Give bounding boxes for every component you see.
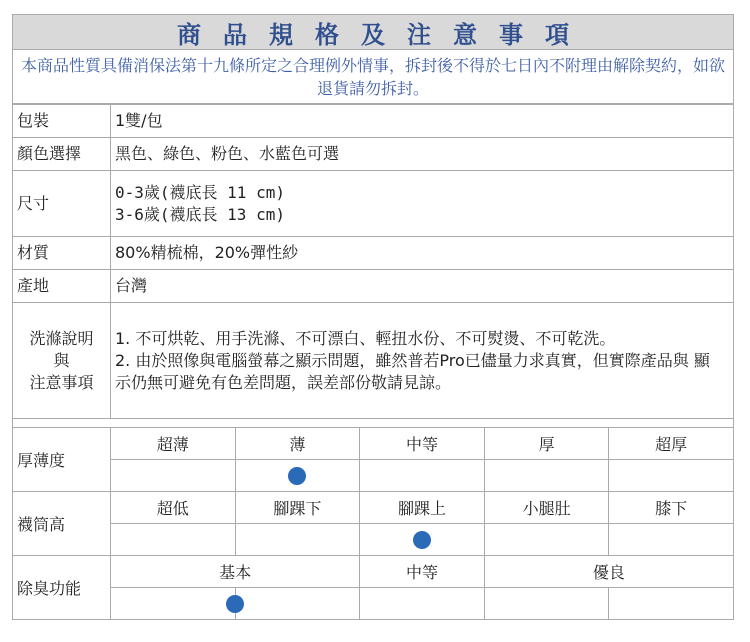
- selected-marker: [226, 595, 244, 613]
- title-bar: [12, 14, 734, 50]
- spec-label: 包裝: [13, 105, 111, 138]
- spec-value: 80%精梳棉，20%彈性紗: [111, 237, 734, 270]
- spec-label: 顏色選擇: [13, 138, 111, 171]
- thickness-marker-cell: [609, 460, 734, 492]
- thickness-options-row: [13, 428, 734, 460]
- sock-height-options-row: [13, 492, 734, 524]
- spec-row-packaging: [13, 105, 734, 138]
- spec-value: 黑色、綠色、粉色、水藍色可選: [111, 138, 734, 171]
- thickness-option: 超厚: [609, 428, 734, 460]
- spec-value: 1雙/包: [111, 105, 734, 138]
- sock-height-marker-cell: [235, 524, 360, 556]
- sock-height-marker-cell: [360, 524, 485, 556]
- spec-value: 1. 不可烘乾、用手洗滌、不可漂白、輕扭水份、不可熨燙、不可乾洗。 2. 由於照像與電腦螢幕之顯示問題，雖然普若Pro已儘量力求真實，但實際產品與 顯示仍無可避免有色差問題，誤差部份敬請見諒。: [111, 303, 734, 419]
- spec-label: 材質: [13, 237, 111, 270]
- deodorize-marker-cell: [360, 588, 485, 620]
- deodorize-option: 基本: [111, 556, 360, 588]
- grade-table: [12, 427, 734, 620]
- thickness-marker-cell: [235, 460, 360, 492]
- spec-row-material: [13, 237, 734, 270]
- thickness-option: 超薄: [111, 428, 236, 460]
- sock-height-marker-cell: [111, 524, 236, 556]
- deodorize-marker-row: [13, 588, 734, 620]
- spec-row-colors: [13, 138, 734, 171]
- sock-height-option: 腳踝下: [235, 492, 360, 524]
- thickness-option: 厚: [484, 428, 609, 460]
- sock-height-option: 超低: [111, 492, 236, 524]
- thickness-option: 中等: [360, 428, 485, 460]
- thickness-label: 厚薄度: [13, 428, 111, 492]
- page-title: 商品規格及注意事項: [177, 20, 591, 49]
- thickness-marker-cell: [360, 460, 485, 492]
- selected-marker: [413, 531, 431, 549]
- sock-height-marker-cell: [609, 524, 734, 556]
- deodorize-option: 中等: [360, 556, 485, 588]
- spec-value: 0-3歲(襪底長 11 cm) 3-6歲(襪底長 13 cm): [111, 171, 734, 237]
- section-spacer: [12, 419, 734, 427]
- deodorize-marker-cell: [484, 588, 609, 620]
- thickness-marker-row: [13, 460, 734, 492]
- sock-height-label: 襪筒高: [13, 492, 111, 556]
- deodorize-options-row: [13, 556, 734, 588]
- deodorize-marker-cell: [235, 588, 360, 620]
- spec-sheet: [12, 14, 734, 620]
- return-notice-text: 本商品性質具備消保法第十九條所定之合理例外情事，拆封後不得於七日內不附理由解除契約，如欲退貨請勿拆封。: [20, 55, 725, 98]
- deodorize-label: 除臭功能: [13, 556, 111, 620]
- thickness-marker-cell: [111, 460, 236, 492]
- spec-label: 洗滌說明 與 注意事項: [13, 303, 111, 419]
- sock-height-option: 膝下: [609, 492, 734, 524]
- sock-height-marker-row: [13, 524, 734, 556]
- deodorize-marker-cell: [111, 588, 236, 620]
- spec-label: 尺寸: [13, 171, 111, 237]
- deodorize-option: 優良: [484, 556, 733, 588]
- spec-label: 產地: [13, 270, 111, 303]
- spec-row-origin: [13, 270, 734, 303]
- spec-value: 台灣: [111, 270, 734, 303]
- thickness-option: 薄: [235, 428, 360, 460]
- sock-height-marker-cell: [484, 524, 609, 556]
- spec-row-size: [13, 171, 734, 237]
- spec-row-washing: [13, 303, 734, 419]
- return-notice: [12, 50, 734, 104]
- sock-height-option: 腳踝上: [360, 492, 485, 524]
- thickness-marker-cell: [484, 460, 609, 492]
- deodorize-marker-cell: [609, 588, 734, 620]
- selected-marker: [288, 467, 306, 485]
- sock-height-option: 小腿肚: [484, 492, 609, 524]
- spec-table: [12, 104, 734, 419]
